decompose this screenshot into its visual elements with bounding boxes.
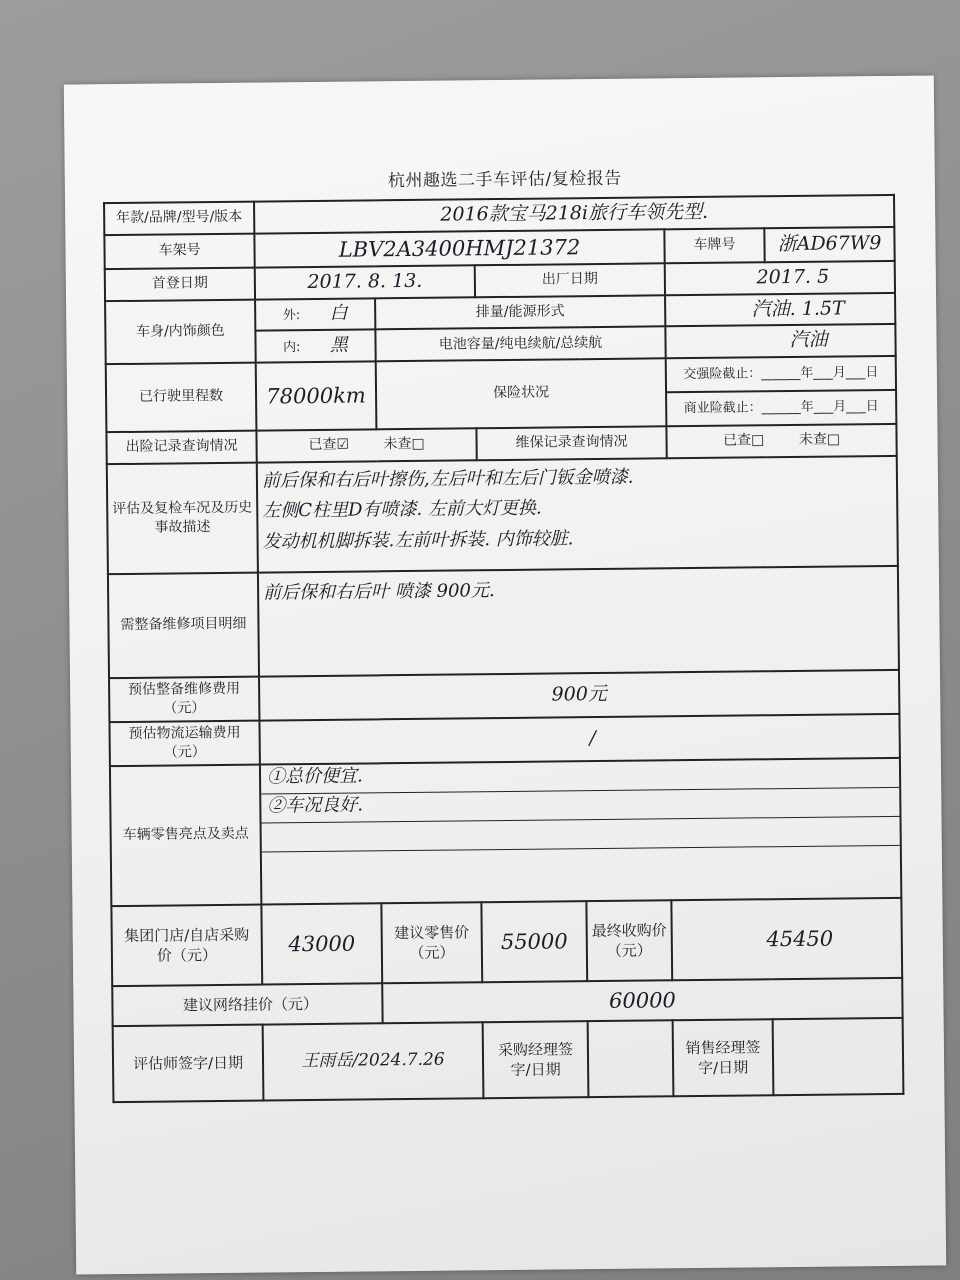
value-inner: 黑 [329,334,349,356]
label-purchase-mgr: 采购经理签字/日期 [483,1021,589,1098]
value-displacement: 汽油. 1.5T [665,293,895,327]
value-vin: LBV2A3400HMJ21372 [254,229,664,268]
value-repair-cost: 900元 [259,670,899,721]
maint-unchecked: 未查□ [798,431,841,449]
value-manufacture: 2017. 5 [665,261,895,295]
claims-unchecked: 未查□ [383,436,425,453]
maint-check-cell [666,424,896,458]
label-final: 最终收购价（元） [586,900,672,981]
repair-items-cell [258,566,899,677]
report-table [103,194,904,1103]
label-plate: 车牌号 [664,228,764,263]
label-displacement: 排量/能源形式 [375,295,665,330]
history-line: 左侧C柱里D有喷漆. 左前大灯更换. [262,497,542,522]
label-color: 车身/内饰颜色 [105,299,256,364]
report-paper [64,75,946,1274]
value-retail: 55000 [481,901,587,982]
label-insurance: 保险状况 [376,358,667,429]
value-outer: 白 [329,302,348,325]
sales-mgr-sign [773,1018,904,1095]
maint-checked: 已查□ [723,432,765,450]
label-outer: 外: [282,308,301,324]
label-vin: 车架号 [104,233,254,269]
label-highlights: 车辆零售亮点及卖点 [110,764,261,906]
label-maintenance: 维保记录查询情况 [476,426,666,460]
value-online: 60000 [382,978,902,1023]
color-inner-cell [255,330,375,363]
label-retail: 建议零售价（元） [381,902,482,983]
highlights-cell [260,758,901,905]
label-repair-items: 需整备维修项目明细 [108,572,259,678]
value-appraiser-sign: 王雨岳/2024.7.26 [263,1022,484,1100]
value-mileage: 78000km [256,361,377,430]
value-plate: 浙AD67W9 [764,227,894,263]
value-model: 2016款宝马218i旅行车领先型. [254,195,894,233]
claims-check-cell [256,428,476,462]
color-outer-cell [255,298,375,331]
label-inner: 内: [283,340,301,356]
label-mileage: 已行驶里程数 [106,362,257,432]
purchase-mgr-sign [588,1020,674,1097]
history-line: 发动机机脚拆装.左前叶拆装. 内饰较脏. [262,527,574,553]
label-battery: 电池容量/纯电续航/总续航 [375,327,665,362]
label-manufacture: 出厂日期 [475,263,665,297]
value-first-reg: 2017. 8. 13. [255,265,475,299]
commercial-insurance-date: 商业险截止：______年___月___日 [666,390,896,426]
highlights-lines [261,759,900,881]
history-line: 前后保和右后叶擦伤,左后叶和左后门钣金喷漆. [261,466,634,492]
label-purchase: 集团门店/自店采购价（元） [111,904,262,986]
form-title: 杭州趣选二手车评估/复检报告 [387,168,622,192]
value-purchase: 43000 [261,903,382,984]
highlight-line: ②车况良好. [261,788,899,824]
label-model: 年款/品牌/型号/版本 [104,202,254,235]
highlight-line [262,846,900,881]
label-first-reg: 首登日期 [105,268,255,301]
label-sales-mgr: 销售经理签字/日期 [673,1019,774,1096]
value-final: 45450 [671,898,902,980]
claims-checked: 已查☑ [308,437,350,454]
value-battery: 汽油 [665,324,895,358]
value-logistics: / [259,714,899,765]
label-repair-cost: 预估整备维修费用（元） [109,676,259,722]
value-repair-items: 前后保和右后叶 喷漆 900元. [263,580,495,604]
label-online: 建议网络挂价（元） [112,983,382,1026]
label-history: 评估及复检车况及历史事故描述 [107,462,258,574]
label-claims: 出险记录查询情况 [106,430,256,464]
highlight-line: ①总价便宜. [261,759,899,795]
label-appraiser: 评估师签字/日期 [113,1024,264,1102]
history-cell [257,456,898,573]
label-logistics: 预估物流运输费用（元） [109,720,259,766]
compulsory-insurance-date: 交强险截止：______年___月___日 [666,356,896,392]
